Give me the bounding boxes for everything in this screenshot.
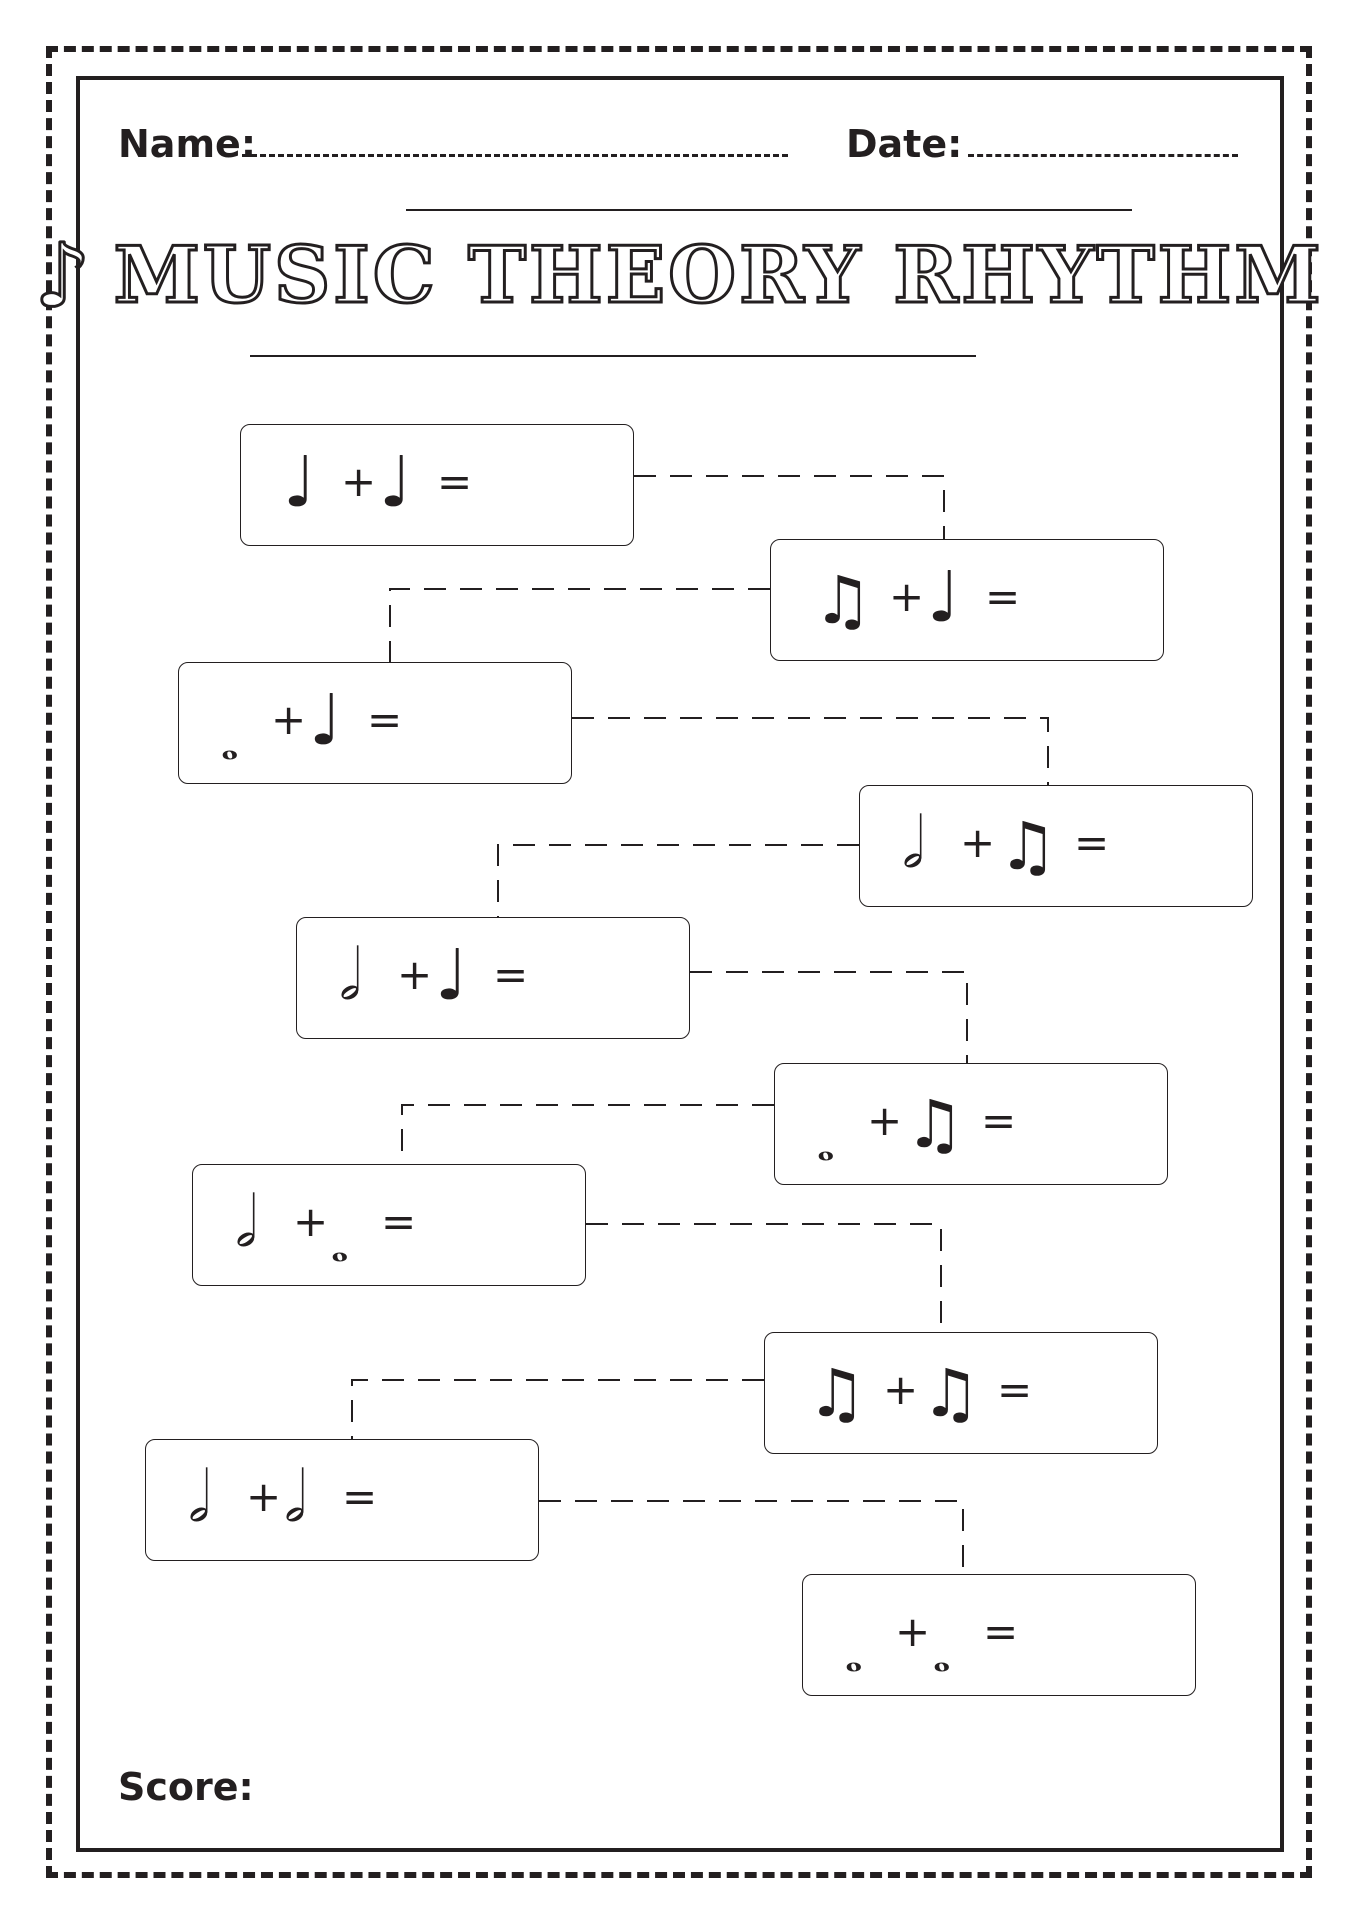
beamed-eighths-note-icon: ♫ <box>998 808 1058 885</box>
plus-sign: + <box>246 1472 282 1521</box>
beamed-eighths-note-icon: ♫ <box>813 562 873 639</box>
equals-sign: = <box>381 1197 417 1246</box>
whole-note-icon: 𝅝 <box>817 1120 835 1171</box>
equation-box-4[interactable] <box>859 785 1253 907</box>
plus-sign: + <box>867 1096 903 1145</box>
plus-sign: + <box>889 572 925 621</box>
quarter-note-icon: ♩ <box>379 441 413 523</box>
quarter-note-icon: ♩ <box>927 556 961 638</box>
equals-sign: = <box>985 572 1021 621</box>
equation-box-2[interactable] <box>770 539 1164 661</box>
equation-box-5[interactable] <box>296 917 690 1039</box>
connector-line <box>390 589 770 662</box>
connector-line <box>498 845 859 917</box>
connector-line <box>690 972 967 1063</box>
equals-sign: = <box>437 457 473 506</box>
plus-sign: + <box>271 695 307 744</box>
equals-sign: = <box>367 695 403 744</box>
equals-sign: = <box>981 1096 1017 1145</box>
plus-sign: + <box>293 1197 329 1246</box>
plus-sign: + <box>341 457 377 506</box>
connector-line <box>586 1224 941 1332</box>
connector-line <box>572 718 1048 785</box>
equals-sign: = <box>1074 818 1110 867</box>
page-title-text: MUSIC THEORY RHYTHM <box>113 230 1324 321</box>
beamed-eighths-note-icon: ♫ <box>921 1355 981 1432</box>
name-label: Name: <box>118 122 257 166</box>
whole-note-icon: 𝅝 <box>933 1631 951 1682</box>
eighth-note-icon: ♪ <box>34 224 91 327</box>
half-note-icon: 𝅗𝅥 <box>339 934 362 1016</box>
equation-box-10[interactable] <box>802 1574 1196 1696</box>
connector-line <box>634 476 944 539</box>
half-note-icon: 𝅗𝅥 <box>188 1456 211 1538</box>
equation-box-3[interactable] <box>178 662 572 784</box>
half-note-icon: 𝅗𝅥 <box>235 1181 258 1263</box>
connector-line <box>402 1105 774 1164</box>
plus-sign: + <box>960 818 996 867</box>
whole-note-icon: 𝅝 <box>845 1631 863 1682</box>
equation-box-7[interactable] <box>192 1164 586 1286</box>
quarter-note-icon: ♩ <box>283 441 317 523</box>
equals-sign: = <box>997 1365 1033 1414</box>
quarter-note-icon: ♩ <box>435 934 469 1016</box>
equals-sign: = <box>983 1607 1019 1656</box>
beamed-eighths-note-icon: ♫ <box>807 1355 867 1432</box>
date-label: Date: <box>846 122 963 166</box>
equals-sign: = <box>493 950 529 999</box>
equation-box-1[interactable] <box>240 424 634 546</box>
plus-sign: + <box>397 950 433 999</box>
equation-box-6[interactable] <box>774 1063 1168 1185</box>
whole-note-icon: 𝅝 <box>221 719 239 770</box>
score-label: Score: <box>118 1765 254 1809</box>
whole-note-icon: 𝅝 <box>331 1221 349 1272</box>
beamed-eighths-note-icon: ♫ <box>905 1086 965 1163</box>
quarter-note-icon: ♩ <box>309 679 343 761</box>
plus-sign: + <box>883 1365 919 1414</box>
connector-line <box>539 1501 963 1574</box>
half-note-icon: 𝅗𝅥 <box>284 1456 307 1538</box>
equals-sign: = <box>342 1472 378 1521</box>
half-note-icon: 𝅗𝅥 <box>902 802 925 884</box>
connector-line <box>352 1380 764 1439</box>
plus-sign: + <box>895 1607 931 1656</box>
equation-box-8[interactable] <box>764 1332 1158 1454</box>
equation-box-9[interactable] <box>145 1439 539 1561</box>
